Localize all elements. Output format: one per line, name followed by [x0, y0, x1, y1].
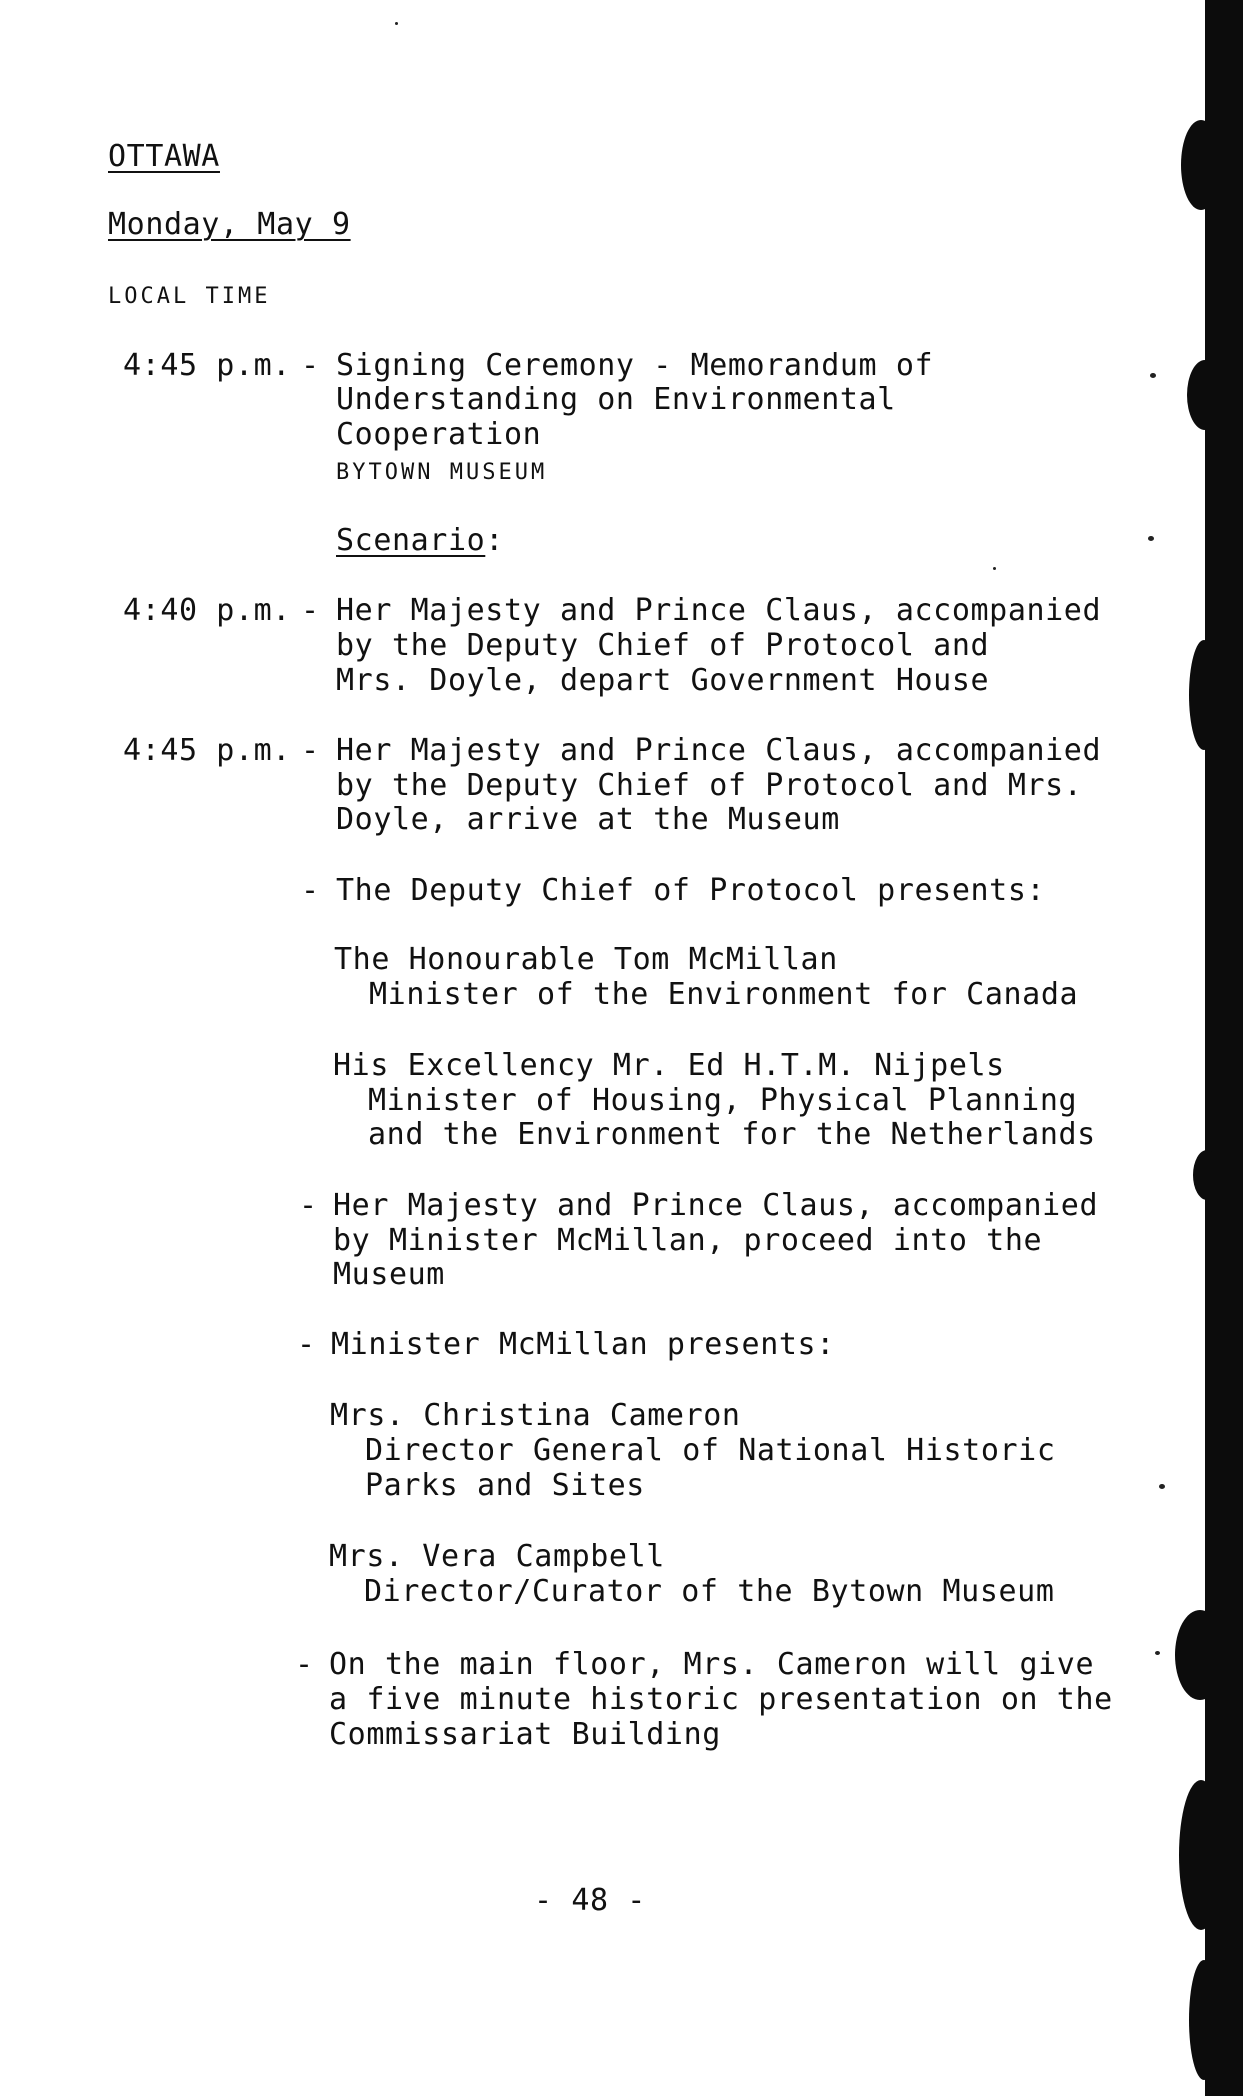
- scenario-label: Scenario: [336, 523, 486, 558]
- city-heading: OTTAWA: [108, 139, 220, 174]
- event-1-line-1: Her Majesty and Prince Claus, accompanied: [336, 593, 1102, 628]
- ceremony-dash: -: [301, 348, 320, 383]
- scan-speck: [1159, 1484, 1165, 1489]
- scan-edge-tear: [1189, 1960, 1219, 2080]
- ceremony-title-line-1: Signing Ceremony - Memorandum of: [336, 348, 934, 383]
- final-item-line-1: On the main floor, Mrs. Cameron will give: [329, 1647, 1095, 1682]
- scan-edge-tear: [1193, 1150, 1221, 1200]
- person-2-title-line-1: Minister of Housing, Physical Planning: [368, 1083, 1078, 1118]
- scenario-heading: [336, 524, 504, 558]
- proceed-dash: -: [299, 1188, 318, 1223]
- scan-speck: [1155, 1651, 1160, 1655]
- event-2-line-3: Doyle, arrive at the Museum: [336, 802, 840, 837]
- event-2-line-1: Her Majesty and Prince Claus, accompanied: [336, 733, 1102, 768]
- presentation-1-dash: -: [301, 873, 320, 908]
- event-1-line-2: by the Deputy Chief of Protocol and: [336, 628, 990, 663]
- event-2-line-2: by the Deputy Chief of Protocol and Mrs.: [336, 768, 1083, 803]
- scan-speck: [395, 22, 398, 25]
- scan-speck: [1150, 373, 1156, 378]
- proceed-line-1: Her Majesty and Prince Claus, accompanied: [333, 1188, 1099, 1223]
- person-3-name: Mrs. Christina Cameron: [330, 1398, 741, 1433]
- scan-edge-tear: [1181, 120, 1221, 210]
- ceremony-title-line-3: Cooperation: [336, 417, 542, 452]
- presentation-2-dash: -: [297, 1327, 316, 1362]
- scan-edge-tear: [1187, 360, 1223, 430]
- event-2-time: 4:45 p.m.: [123, 733, 291, 768]
- proceed-line-3: Museum: [333, 1257, 445, 1292]
- page-number: - 48 -: [534, 1883, 646, 1918]
- scan-edge: [1205, 0, 1243, 2096]
- final-item-dash: -: [295, 1647, 314, 1682]
- ceremony-venue: BYTOWN MUSEUM: [336, 460, 548, 485]
- person-1-title-line-1: Minister of the Environment for Canada: [369, 977, 1079, 1012]
- scan-edge-tear: [1179, 1780, 1223, 1930]
- ceremony-time: 4:45 p.m.: [123, 348, 291, 383]
- person-2-title-line-2: and the Environment for the Netherlands: [368, 1117, 1096, 1152]
- person-3-title-line-2: Parks and Sites: [365, 1468, 645, 1503]
- event-1-time: 4:40 p.m.: [123, 593, 291, 628]
- scan-edge-tear: [1189, 640, 1219, 750]
- person-4-title-line-1: Director/Curator of the Bytown Museum: [364, 1574, 1055, 1609]
- person-4-name: Mrs. Vera Campbell: [329, 1539, 665, 1574]
- scenario-colon: :: [485, 523, 504, 558]
- person-1-name: The Honourable Tom McMillan: [334, 942, 838, 977]
- scan-speck: [993, 567, 996, 570]
- presentation-2-intro: Minister McMillan presents:: [331, 1327, 835, 1362]
- final-item-line-2: a five minute historic presentation on the: [329, 1682, 1113, 1717]
- event-1-line-3: Mrs. Doyle, depart Government House: [336, 663, 990, 698]
- date-heading: Monday, May 9: [108, 207, 351, 242]
- person-3-title-line-1: Director General of National Historic: [365, 1433, 1056, 1468]
- person-2-name: His Excellency Mr. Ed H.T.M. Nijpels: [333, 1048, 1005, 1083]
- event-2-dash: -: [301, 733, 320, 768]
- ceremony-title-line-2: Understanding on Environmental: [336, 382, 896, 417]
- proceed-line-2: by Minister McMillan, proceed into the: [333, 1223, 1043, 1258]
- presentation-1-intro: The Deputy Chief of Protocol presents:: [336, 873, 1046, 908]
- event-1-dash: -: [301, 593, 320, 628]
- final-item-line-3: Commissariat Building: [329, 1717, 721, 1752]
- local-time-label: LOCAL TIME: [108, 284, 271, 309]
- scan-edge-tear: [1175, 1610, 1225, 1700]
- scan-speck: [1148, 536, 1154, 541]
